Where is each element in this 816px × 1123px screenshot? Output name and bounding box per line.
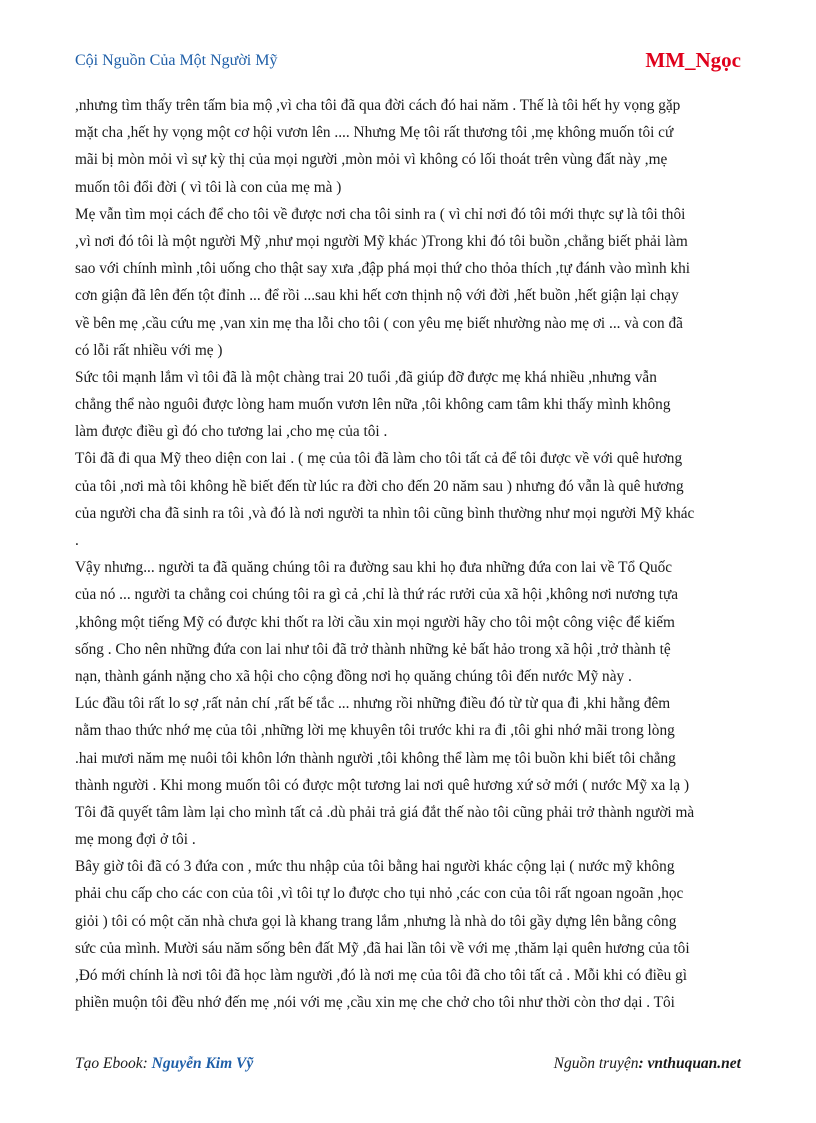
text-line: ,Đó mới chính là nơi tôi đã học làm người ,đó là nơi mẹ của tôi đã cho tôi tất cả . Mỗi khi có điều gì [75, 967, 688, 984]
ebook-credit [75, 1055, 253, 1073]
text-line: nằm thao thức nhớ mẹ của tôi ,những lời mẹ khuyên tôi trước khi ra đi ,tôi ghi nhớ mãi trong lòng [75, 722, 675, 740]
text-line: của người cha đã sinh ra tôi ,và đó là nơi người ta nhìn tôi cũng bình thường như mọi người Mỹ khác [75, 504, 695, 522]
text-line: ,vì nơi đó tôi là một người Mỹ ,như mọi người Mỹ khác )Trong khi đó tôi buồn ,chẳng biết phải làm [75, 232, 688, 250]
text-line: Bây giờ tôi đã có 3 đứa con , mức thu nhập của tôi bằng hai người khác cộng lại ( nước mỹ không [75, 858, 675, 876]
text-line: phải chu cấp cho các con của tôi ,vì tôi tự lo được cho tụi nhỏ ,các con của tôi rất ngoan ngoãn ,học [75, 885, 684, 903]
text-line: Tôi đã đi qua Mỹ theo diện con lai . ( mẹ của tôi đã làm cho tôi tất cả để tôi được về với quê hương [75, 450, 683, 468]
text-line: Sức tôi mạnh lắm vì tôi đã là một chàng trai 20 tuổi ,đã giúp đỡ được mẹ khá nhiều ,nhưng vẫn [75, 368, 657, 386]
text-line: muốn tôi đổi đời ( vì tôi là con của mẹ mà ) [75, 178, 342, 196]
source-credit [554, 1055, 741, 1073]
text-line: thành người . Khi mong muốn tôi có được một tương lai nơi quê hương xứ sở mới ( nước Mỹ xa lạ ) [75, 776, 690, 794]
text-line: phiền muộn tôi đều nhớ đến mẹ ,nói với mẹ ,cầu xin mẹ che chở cho tôi như thời còn thơ dại . Tôi [75, 994, 675, 1012]
text-line: mãi bị mòn mỏi vì sự kỳ thị của mọi người ,mòn mỏi vì không có lối thoát trên vùng đất này ,mẹ [75, 151, 668, 169]
text-line: của nó ... người ta chẳng coi chúng tôi ra gì cả ,chỉ là thứ rác rưởi của xã hội ,không nơi nương tựa [75, 586, 679, 604]
text-line: Mẹ vẫn tìm mọi cách để cho tôi về được nơi cha tôi sinh ra ( vì chỉ nơi đó tôi mới thực sự là tôi thôi [75, 205, 686, 223]
text-line: mặt cha ,hết hy vọng một cơ hội vươn lên .... Nhưng Mẹ tôi rất thương tôi ,mẹ không muốn tôi cứ [75, 124, 674, 142]
text-line: Tôi đã quyết tâm làm lại cho mình tất cả .dù phải trả giá đắt thế nào tôi cũng phải trở thành người mà [75, 803, 695, 821]
text-line: .hai mươi năm mẹ nuôi tôi khôn lớn thành người ,tôi không thể làm mẹ tôi buồn khi biết tôi chẳng [75, 749, 676, 767]
ebook-separator: : [142, 1055, 152, 1072]
ebook-label: Tạo Ebook [75, 1055, 143, 1072]
source-separator: : [638, 1055, 648, 1072]
text-line: cơn giận đã lên đến tột đỉnh ... để rồi ...sau khi hết cơn thịnh nộ với đời ,hết buồn ,hết giận lại chạy [75, 287, 679, 305]
text-line: về bên mẹ ,cầu cứu mẹ ,van xin mẹ tha lỗi cho tôi ( con yêu mẹ biết nhường nào mẹ ơi ... và con đã [75, 314, 683, 332]
text-line: mẹ mong đợi ở tôi . [75, 831, 196, 849]
text-line: nạn, thành gánh nặng cho xã hội cho cộng đồng nơi họ quăng chúng tôi đến nước Mỹ này . [75, 667, 632, 685]
source-site: vnthuquan.net [647, 1055, 741, 1072]
text-line: giỏi ) tôi có một căn nhà chưa gọi là khang trang lắm ,nhưng là nhà do tôi gầy dựng lên bằng công [75, 912, 677, 930]
body-text [75, 92, 743, 1016]
text-line: sao với chính mình ,tôi uống cho thật say xưa ,đập phá mọi thứ cho thỏa thích ,tự đánh vào mình khi [75, 260, 690, 278]
text-line: làm được điều gì đó cho tương lai ,cho mẹ của tôi . [75, 423, 388, 441]
text-line: của tôi ,nơi mà tôi không hề biết đến từ lúc ra đời cho đến 20 năm sau ) nhưng đó vẫn là quê hương [75, 477, 684, 495]
source-label: Nguồn truyện [553, 1055, 639, 1072]
book-title: Cội Nguồn Của Một Người Mỹ [75, 52, 278, 69]
text-line: ,không một tiếng Mỹ có được khi thốt ra lời cầu xin mọi người hãy cho tôi một công việc để kiếm [75, 613, 675, 631]
text-line: . [75, 532, 79, 549]
text-line: sức của mình. Mười sáu năm sống bên đất Mỹ ,đã hai lần tôi về với mẹ ,thăm lại quên hương của tôi [75, 939, 690, 957]
author-tag: MM_Ngọc [645, 48, 741, 72]
text-line: có lỗi rất nhiều với mẹ ) [75, 341, 223, 359]
text-line: Lúc đầu tôi rất lo sợ ,rất nản chí ,rất bế tắc ... nhưng rồi những điều đó từ từ qua đi ,khi hằng đêm [75, 695, 671, 713]
text-line: ,nhưng tìm thấy trên tấm bia mộ ,vì cha tôi đã qua đời cách đó hai năm . Thế là tôi hết hy vọng gặp [75, 97, 681, 114]
text-line: sống . Cho nên những đứa con lai như tôi đã trở thành những kẻ bất hảo trong xã hội ,trở thành tệ [75, 640, 671, 658]
text-line: Vậy nhưng... người ta đã quăng chúng tôi ra đường sau khi họ đưa những đứa con lai về Tổ Quốc [75, 559, 673, 577]
ebook-author: Nguyễn Kim Vỹ [151, 1055, 254, 1072]
text-line: chẳng thể nào nguôi được lòng ham muốn vươn lên nữa ,tôi không cam tâm khi thấy mình không [75, 396, 671, 414]
